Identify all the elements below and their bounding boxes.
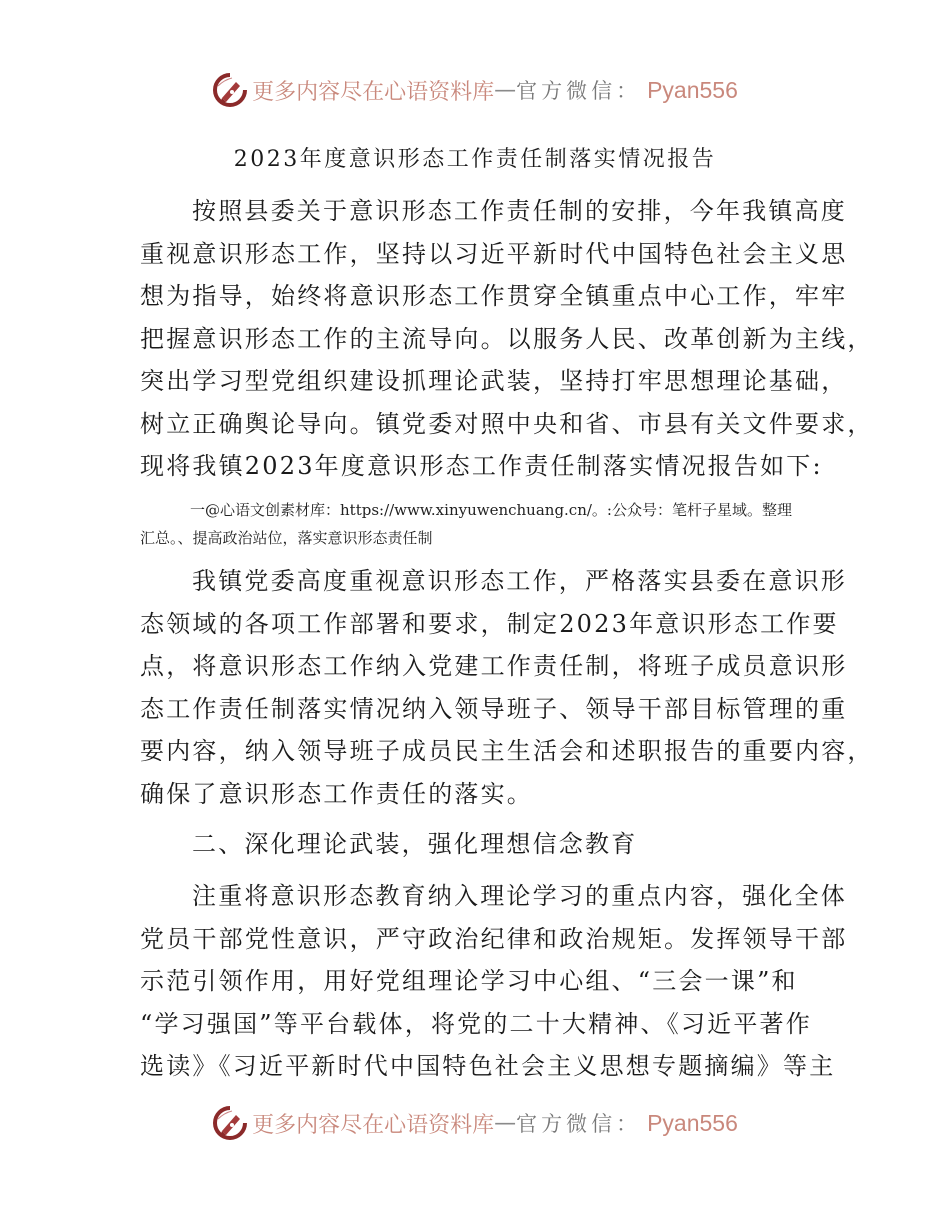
banner-site-name: 更多内容尽在心语资料库 [252, 79, 495, 105]
header-watermark-banner [0, 70, 950, 110]
section2-line: 选读》《习近平新时代中国特色社会主义思想专题摘编》等主 [140, 1052, 836, 1080]
document-title: 2023年度意识形态工作责任制落实情况报告 [233, 147, 717, 172]
intro-line: 把握意识形态工作的主流导向。以服务人民、改革创新为主线， [140, 324, 874, 353]
source-note [140, 496, 820, 552]
intro-paragraph [140, 190, 874, 488]
section2-line: 党员干部党性意识，严守政治纪律和政治规矩。发挥领导干部 [140, 924, 848, 953]
intro-line: 突出学习型党组织建设抓理论武装，坚持打牢思想理论基础， [140, 367, 848, 395]
note-line: 汇总。、提高政治站位，落实意识形态责任制 [140, 529, 433, 547]
banner-site-name: 更多内容尽在心语资料库 [252, 1112, 495, 1138]
banner-dash: — [494, 1110, 517, 1136]
pen-nib-circle-logo-icon [212, 1105, 248, 1141]
intro-line: 现将我镇2023年度意识形态工作责任制落实情况报告如下: [140, 452, 823, 480]
section1-line: 要内容，纳入领导班子成员民主生活会和述职报告的重要内容， [140, 737, 874, 765]
section2-heading-text: 二、深化理论武装，强化理想信念教育 [192, 830, 638, 858]
intro-line: 树立正确舆论导向。镇党委对照中央和省、市县有关文件要求， [140, 409, 874, 438]
section1-line: 态领域的各项工作部署和要求，制定2023年意识形态工作要 [140, 609, 839, 638]
section2-line: “学习强国”等平台载体，将党的二十大精神、《习近平著作 [140, 1009, 812, 1038]
banner-wechat-id: Pyan556 [647, 76, 738, 103]
intro-line: 重视意识形态工作，坚持以习近平新时代中国特色社会主义思 [140, 239, 848, 268]
section1-paragraph [140, 560, 874, 815]
footer-watermark-banner [0, 1103, 950, 1143]
section1-line: 态工作责任制落实情况纳入领导班子、领导干部目标管理的重 [140, 694, 848, 723]
pen-nib-circle-logo-icon [212, 72, 248, 108]
banner-content [212, 1105, 738, 1141]
section1-line: 确保了意识形态工作责任的落实。 [140, 779, 533, 808]
banner-wechat-id: Pyan556 [647, 1109, 738, 1136]
note-line: 一@心语文创素材库：https://www.xinyuwenchuang.cn/。:公众号：笔杆子星域。整理 [190, 501, 792, 519]
section2-paragraph [140, 875, 848, 1088]
section2-line: 示范引领作用，用好党组理论学习中心组、“三会一课”和 [140, 967, 798, 995]
intro-line: 想为指导，始终将意识形态工作贯穿全镇重点中心工作，牢牢 [140, 282, 848, 310]
section1-line: 点，将意识形态工作纳入党建工作责任制，将班子成员意识形 [140, 652, 848, 680]
banner-wechat-label: 官方微信： [516, 79, 642, 103]
section1-line: 我镇党委高度重视意识形态工作，严格落实县委在意识形 [192, 567, 847, 595]
banner-content [212, 72, 738, 108]
banner-dash: — [494, 77, 517, 103]
banner-wechat-label: 官方微信： [516, 1112, 642, 1136]
section2-line: 注重将意识形态教育纳入理论学习的重点内容，强化全体 [192, 882, 847, 910]
intro-line: 按照县委关于意识形态工作责任制的安排，今年我镇高度 [192, 197, 847, 225]
section2-heading [140, 823, 820, 866]
